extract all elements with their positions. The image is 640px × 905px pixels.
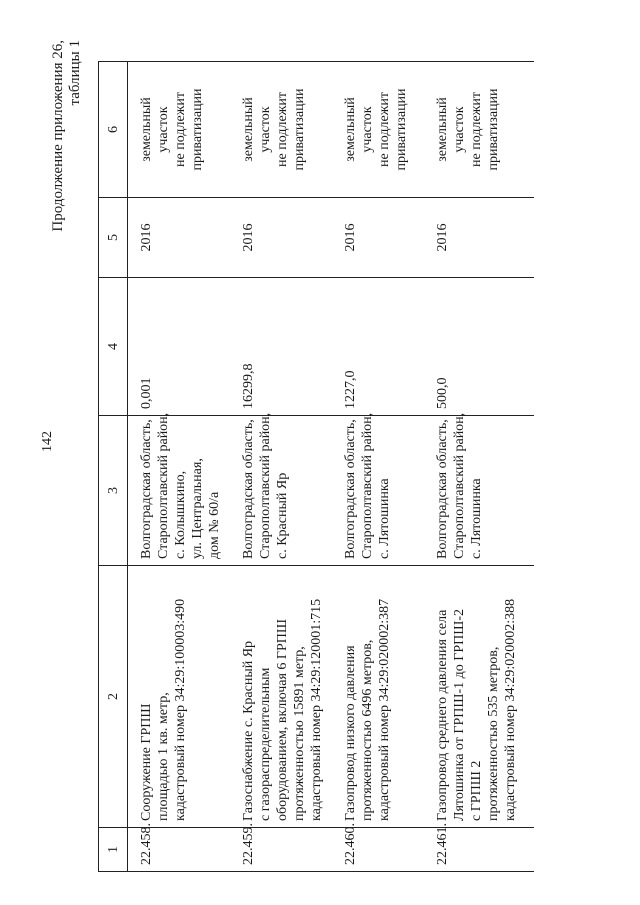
text-line: земельный	[241, 97, 256, 162]
caption-line: Продолжение приложения 26,	[50, 40, 66, 232]
text-line: приватизации	[190, 88, 205, 171]
table-row	[424, 62, 534, 872]
text-line: с. Колышкино,	[173, 470, 188, 559]
status-cell	[332, 62, 424, 198]
text-line: земельный	[139, 97, 154, 162]
row-number: 22.460.	[332, 828, 424, 872]
value-cell: 500,0	[424, 278, 534, 416]
text-line: протяженностью 535 метров,	[486, 646, 501, 821]
text-line: Волгоградская область,	[343, 419, 358, 559]
status-cell	[128, 62, 231, 198]
text-line: с ГРПШ 2	[469, 760, 484, 821]
text-line: приватизации	[394, 88, 409, 171]
value-cell: 1227,0	[332, 278, 424, 416]
text-line: Волгоградская область,	[241, 419, 256, 559]
text-line: кадастровый номер 34:29:020002:387	[377, 598, 392, 821]
object-name-cell	[230, 566, 332, 828]
text-line: земельный	[343, 97, 358, 162]
address-cell	[424, 412, 534, 566]
text-line: Старополтавский район,	[156, 412, 171, 559]
header-cell: 4	[99, 278, 128, 416]
text-line: Старополтавский район,	[258, 412, 273, 559]
rotated-document-page	[40, 32, 600, 872]
text-line: Газоснабжение с. Красный Яр	[241, 640, 256, 821]
text-line: ул. Центральная,	[190, 458, 205, 559]
text-line: приватизации	[292, 88, 307, 171]
text-line: с. Красный Яр	[275, 472, 290, 559]
address-cell	[230, 412, 332, 566]
text-line: приватизации	[486, 88, 501, 171]
text-line: площадью 1 кв. метр,	[156, 692, 171, 821]
text-line: оборудованием, включая 6 ГРПШ	[275, 618, 290, 821]
text-line: Старополтавский район,	[452, 412, 467, 559]
property-table	[98, 61, 534, 872]
row-number: 22.461.	[424, 828, 534, 872]
text-line: кадастровый номер 34:29:100003:490	[173, 598, 188, 821]
row-number: 22.459.	[230, 828, 332, 872]
text-line: не подлежит	[275, 92, 290, 167]
text-line: Газопровод низкого давления	[343, 645, 358, 821]
header-cell: 2	[99, 566, 128, 828]
text-line: не подлежит	[173, 92, 188, 167]
text-line: протяженностью 6496 метров,	[360, 639, 375, 821]
text-line: участок	[360, 106, 375, 153]
table-caption	[50, 40, 84, 232]
caption-line: таблицы 1	[67, 40, 83, 106]
text-line: земельный	[435, 97, 450, 162]
text-line: Лятошинка от ГРПШ-1 до ГРПШ-2	[452, 608, 467, 821]
header-cell: 1	[99, 828, 128, 872]
text-line: Сооружение ГРПШ	[139, 703, 154, 821]
header-cell: 3	[99, 416, 128, 566]
text-line: с газораспределительным	[258, 667, 273, 821]
table-row	[332, 62, 424, 872]
table-row	[230, 62, 332, 872]
object-name-cell	[424, 566, 534, 828]
year-cell: 2016	[424, 198, 534, 278]
page-number: 142	[40, 431, 55, 452]
value-cell: 16299,8	[230, 278, 332, 416]
status-cell	[230, 62, 332, 198]
text-line: дом № 60/а	[207, 491, 222, 559]
text-line: Старополтавский район,	[360, 412, 375, 559]
year-cell: 2016	[128, 198, 231, 278]
text-line: кадастровый номер 34:29:020002:388	[503, 598, 518, 821]
address-cell	[128, 412, 231, 566]
text-line: Волгоградская область,	[139, 419, 154, 559]
text-line: с. Лятошинка	[377, 478, 392, 559]
header-cell: 6	[99, 62, 128, 198]
table-header-row	[99, 62, 128, 872]
object-name-cell	[332, 566, 424, 828]
year-cell: 2016	[332, 198, 424, 278]
year-cell: 2016	[230, 198, 332, 278]
status-cell	[424, 62, 534, 198]
value-cell: 0,001	[128, 278, 231, 416]
text-line: участок	[258, 106, 273, 153]
text-line: Волгоградская область,	[435, 419, 450, 559]
text-line: протяженностью 15891 метр,	[292, 646, 307, 821]
text-line: с. Лятошинка	[469, 478, 484, 559]
header-cell: 5	[99, 198, 128, 278]
text-line: участок	[156, 106, 171, 153]
text-line: не подлежит	[377, 92, 392, 167]
text-line: Газопровод среднего давления села	[435, 609, 450, 821]
table-row	[128, 62, 231, 872]
object-name-cell	[128, 566, 231, 828]
text-line: участок	[452, 106, 467, 153]
text-line: не подлежит	[469, 92, 484, 167]
address-cell	[332, 412, 424, 566]
text-line: кадастровый номер 34:29:120001:715	[309, 598, 324, 821]
row-number: 22.458.	[128, 828, 231, 872]
